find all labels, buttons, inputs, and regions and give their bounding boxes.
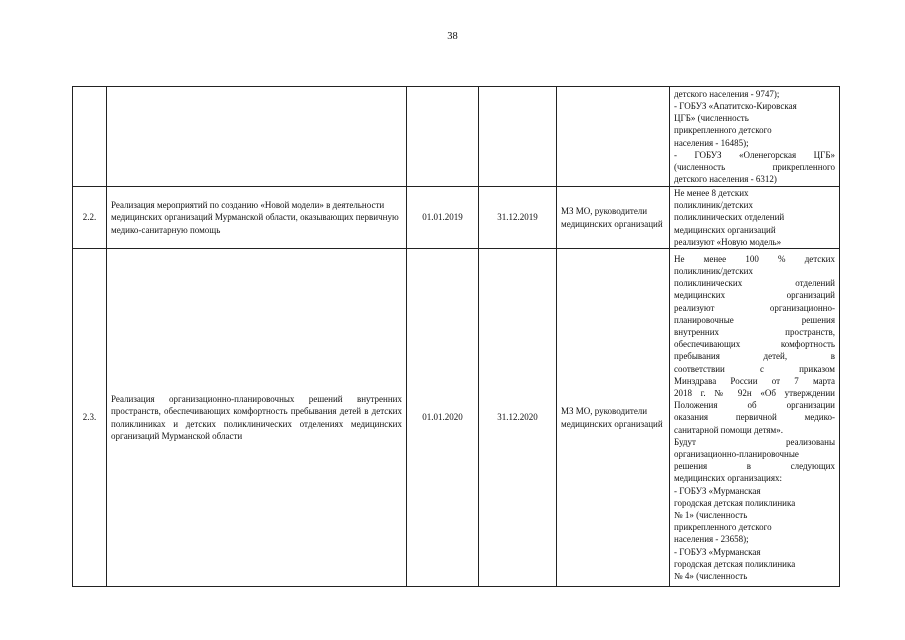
result-line: медицинских организаций	[674, 290, 835, 301]
result-line: реализуют организационно-	[674, 302, 835, 313]
result-line: решения в следующих	[674, 461, 835, 472]
start-date-cell: 01.01.2019	[407, 187, 479, 249]
result-line: ЦГБ» (численность	[674, 113, 749, 124]
row-number-cell	[73, 87, 107, 187]
start-date-cell	[407, 87, 479, 187]
result-line: санитарной помощи детям».	[674, 424, 783, 435]
result-line: соответствии с приказом	[674, 363, 835, 374]
result-line: - ГОБУЗ «Мурманская	[674, 546, 761, 557]
result-line: прикрепленного детского	[674, 522, 772, 533]
activities-table	[72, 86, 840, 587]
start-date-cell: 01.01.2020	[407, 249, 479, 587]
result-line: городская детская поликлиника	[674, 558, 796, 569]
row-number-cell: 2.3.	[73, 249, 107, 587]
table-row	[73, 249, 840, 587]
result-line: городская детская поликлиника	[674, 497, 796, 508]
result-line: пребывания детей, в	[674, 351, 835, 362]
result-line: реализуют «Новую модель»	[674, 236, 782, 247]
result-line: населения - 16485);	[674, 137, 749, 148]
result-cell	[670, 187, 840, 249]
result-line: Будут реализованы	[674, 436, 835, 447]
result-line: Не менее 100 % детских	[674, 253, 835, 264]
row-number-cell: 2.2.	[73, 187, 107, 249]
result-line: 2018 г. № 92н «Об утверждении	[674, 388, 835, 398]
result-line: детского населения - 9747);	[674, 88, 780, 99]
result-line: внутренних пространств,	[674, 326, 835, 337]
result-line: поликлинических отделений	[674, 278, 835, 289]
activity-name-cell: Реализация мероприятий по созданию «Новой модели» в деятельности медицинских организаций Мурманской области, оказывающих первичную медико-санитарную помощь	[107, 187, 407, 249]
page-number: 38	[447, 31, 458, 42]
responsible-cell	[557, 87, 670, 187]
result-line: обеспечивающих комфортность	[674, 339, 835, 350]
end-date-cell: 31.12.2019	[479, 187, 557, 249]
result-line: прикрепленного детского	[674, 125, 772, 136]
responsible-cell: МЗ МО, руководители медицинских организаций	[557, 249, 670, 587]
result-line: - ГОБУЗ «Мурманская	[674, 485, 761, 496]
result-line: медицинских организациях:	[674, 473, 782, 484]
result-line: населения - 23658);	[674, 534, 749, 545]
result-line: детского населения - 6312)	[674, 174, 777, 185]
result-line: Положения об организации	[674, 400, 835, 411]
table-row	[73, 187, 840, 249]
result-line: - ГОБУЗ «Оленегорская ЦГБ»	[674, 149, 835, 160]
result-line: Не менее 8 детских	[674, 188, 749, 198]
result-line: Минздрава России от 7 марта	[674, 375, 835, 386]
result-line: (численность прикрепленного	[674, 161, 835, 172]
result-cell	[670, 87, 840, 187]
result-line: медицинских организаций	[674, 224, 776, 235]
end-date-cell: 31.12.2020	[479, 249, 557, 587]
table-row	[73, 87, 840, 187]
end-date-cell	[479, 87, 557, 187]
result-line: организационно-планировочные	[674, 449, 799, 460]
result-line: № 1» (численность	[674, 510, 748, 521]
result-line: поликлиник/детских	[674, 265, 753, 276]
result-line: № 4» (численность	[674, 571, 748, 582]
result-line: - ГОБУЗ «Апатитско-Кировская	[674, 100, 797, 111]
activity-name-cell: Реализация организационно-планировочных решений внутренних пространств, обеспечивающих комфортность пребывания детей в детских поликлиниках и детских поликлинических отделениях медицинских организаций Мурманской области	[107, 249, 407, 587]
result-line: поликлинических отделений	[674, 212, 785, 223]
result-line: планировочные решения	[674, 314, 835, 325]
activity-name-cell	[107, 87, 407, 187]
responsible-cell: МЗ МО, руководители медицинских организаций	[557, 187, 670, 249]
result-cell	[670, 249, 840, 587]
result-line: оказания первичной медико-	[674, 412, 835, 423]
result-line: поликлиник/детских	[674, 200, 753, 211]
